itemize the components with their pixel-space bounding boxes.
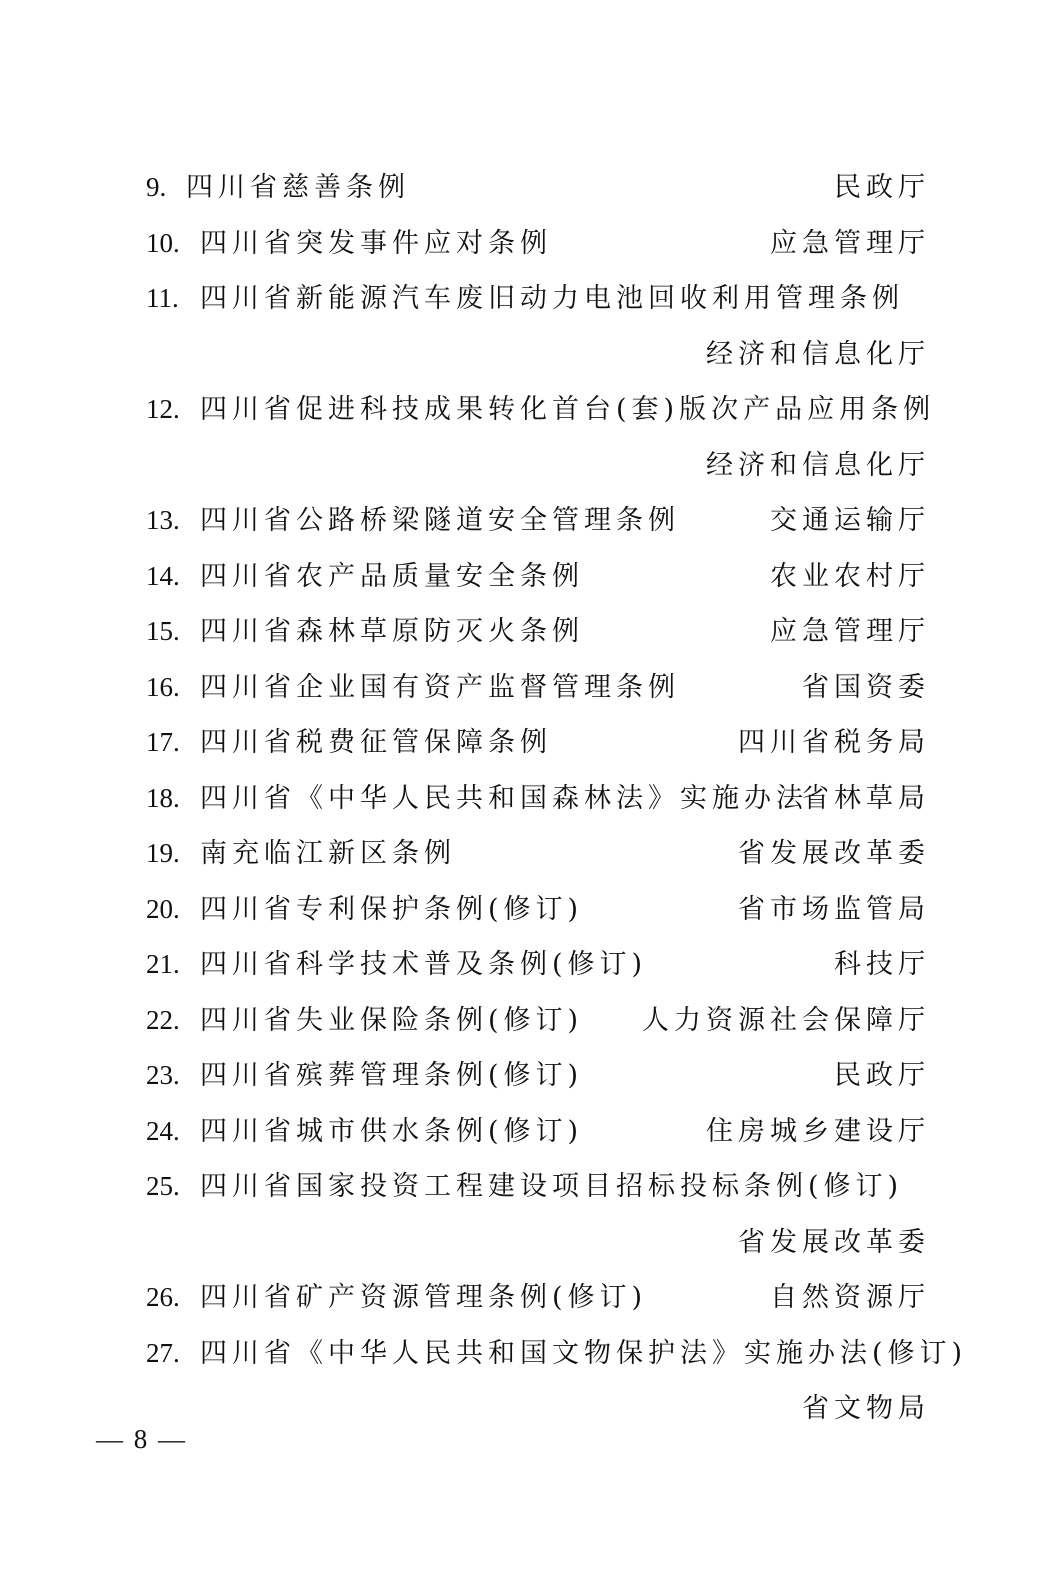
list-item: [146, 715, 930, 771]
list-item: [146, 1270, 930, 1326]
responsible-department: 住房城乡建设厅: [706, 1115, 930, 1147]
responsible-department: 省市场监管局: [738, 893, 930, 925]
list-item: [146, 382, 936, 438]
regulation-title: 四川省殡葬管理条例(修订): [200, 1060, 584, 1091]
item-number: 11.: [146, 283, 179, 313]
item-number: 24.: [146, 1115, 180, 1146]
department-line: [146, 438, 930, 494]
responsible-department: 科技厅: [834, 949, 930, 980]
list-item: [146, 549, 930, 605]
responsible-department: 省发展改革委: [738, 1226, 930, 1258]
regulation-title: 四川省科学技术普及条例(修订): [200, 949, 648, 980]
responsible-department: 自然资源厅: [770, 1282, 930, 1313]
list-item: [146, 1159, 930, 1215]
regulation-title: 四川省国家投资工程建设项目招标投标条例(修订): [200, 1171, 904, 1202]
item-number: 25.: [146, 1171, 180, 1201]
responsible-department: 民政厅: [834, 1060, 930, 1091]
list-item: [146, 271, 930, 327]
item-number: 9.: [146, 172, 167, 202]
regulation-title: 四川省突发事件应对条例: [200, 227, 552, 259]
item-number: 17.: [146, 727, 180, 757]
list-item: [146, 882, 930, 938]
regulation-title: 四川省《中华人民共和国文物保护法》实施办法(修订): [200, 1337, 968, 1369]
responsible-department: 经济和信息化厅: [706, 449, 930, 481]
item-number: 22.: [146, 1004, 180, 1035]
item-number: 21.: [146, 949, 180, 979]
list-item: [146, 216, 930, 272]
responsible-department: 交通运输厅: [770, 505, 930, 536]
regulation-title: 四川省《中华人民共和国森林法》实施办法: [200, 782, 808, 814]
department-line: [146, 1215, 930, 1271]
regulation-title: 四川省矿产资源管理条例(修订): [200, 1282, 648, 1313]
item-number: 26.: [146, 1282, 180, 1312]
list-item: [146, 826, 930, 882]
regulation-title: 四川省城市供水条例(修订): [200, 1115, 584, 1147]
responsible-department: 人力资源社会保障厅: [642, 1004, 930, 1036]
responsible-department: 省国资委: [802, 671, 930, 703]
responsible-department: 民政厅: [834, 172, 930, 203]
item-number: 19.: [146, 838, 180, 868]
regulation-title: 四川省企业国有资产监督管理条例: [200, 671, 680, 703]
list-item: [146, 937, 930, 993]
item-number: 18.: [146, 782, 180, 813]
regulation-title: 四川省农产品质量安全条例: [200, 560, 584, 592]
item-number: 13.: [146, 505, 180, 535]
regulation-title: 四川省慈善条例: [186, 172, 410, 203]
responsible-department: 农业农村厅: [770, 560, 930, 592]
regulation-title: 南充临江新区条例: [200, 838, 456, 869]
regulation-title: 四川省新能源汽车废旧动力电池回收利用管理条例: [200, 283, 904, 314]
regulation-title: 四川省税费征管保障条例: [200, 727, 552, 758]
regulation-title: 四川省促进科技成果转化首台(套)版次产品应用条例: [200, 394, 936, 425]
item-number: 14.: [146, 560, 180, 591]
page-number: — 8 —: [96, 1424, 187, 1454]
responsible-department: 应急管理厅: [770, 227, 930, 259]
department-line: [146, 1381, 930, 1437]
list-item: [146, 993, 930, 1049]
item-number: 23.: [146, 1060, 180, 1090]
list-item: [146, 1326, 968, 1382]
list-item: [146, 1048, 930, 1104]
department-line: [146, 327, 930, 383]
responsible-department: 经济和信息化厅: [706, 338, 930, 370]
list-item: [146, 660, 930, 716]
responsible-department: 四川省税务局: [738, 727, 930, 758]
item-number: 15.: [146, 616, 180, 646]
responsible-department: 省文物局: [802, 1393, 930, 1424]
list-item: [146, 493, 930, 549]
item-number: 27.: [146, 1337, 180, 1368]
list-item: [146, 160, 930, 216]
responsible-department: 应急管理厅: [770, 616, 930, 647]
regulation-list: [146, 160, 968, 1437]
regulation-title: 四川省失业保险条例(修订): [200, 1004, 584, 1036]
list-item: [146, 1104, 930, 1160]
item-number: 10.: [146, 227, 180, 258]
responsible-department: 省发展改革委: [738, 838, 930, 869]
item-number: 20.: [146, 893, 180, 924]
item-number: 12.: [146, 394, 180, 424]
regulation-title: 四川省森林草原防灭火条例: [200, 616, 584, 647]
item-number: 16.: [146, 671, 180, 702]
responsible-department: 省林草局: [802, 782, 930, 814]
list-item: [146, 604, 930, 660]
list-item: [146, 771, 930, 827]
regulation-title: 四川省专利保护条例(修订): [200, 893, 584, 925]
regulation-title: 四川省公路桥梁隧道安全管理条例: [200, 505, 680, 536]
